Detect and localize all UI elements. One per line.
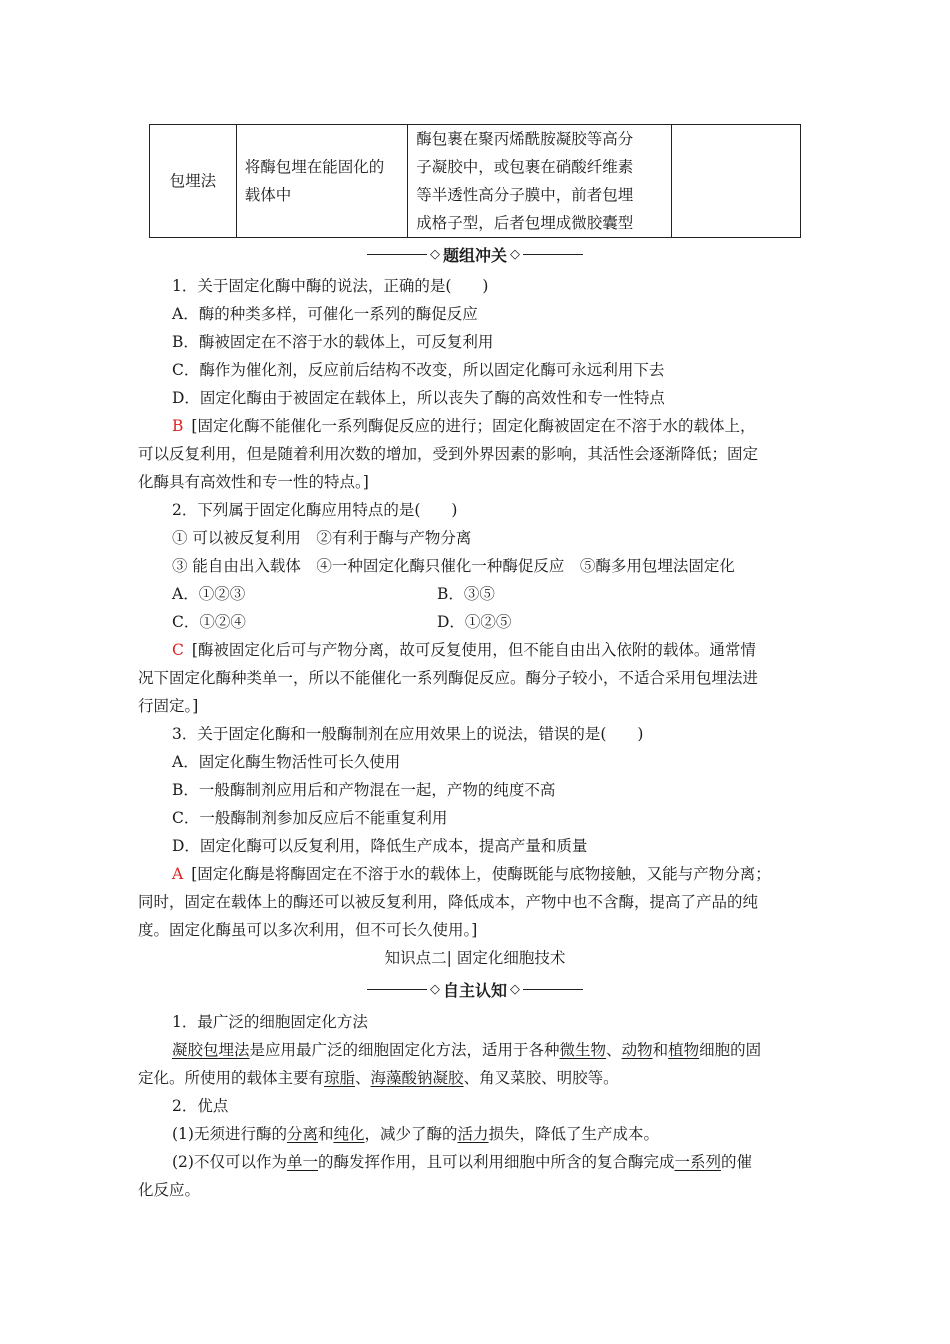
question-1-explanation-line: 可以反复利用，但是随着利用次数的增加，受到外界因素的影响，其活性会逐渐降低；固定 [138, 445, 759, 463]
question-1-explanation: B [固定化酶不能催化一系列酶促反应的进行；固定化酶被固定在不溶于水的载体上， [172, 417, 756, 435]
diamond-icon: ◇ [429, 246, 440, 262]
question-1-option-a: A．酶的种类多样，可催化一系列的酶促反应 [172, 305, 478, 323]
banner-rule [367, 254, 427, 255]
point-2-item-2-line: 化反应。 [138, 1181, 201, 1199]
method-name-cell: 包埋法 [150, 125, 237, 238]
banner-rule [367, 989, 427, 990]
question-2-items: ③ 能自由出入载体 ④一种固定化酶只催化一种酶促反应 ⑤酶多用包埋法固定化 [172, 557, 735, 575]
question-2-options-row [172, 580, 818, 608]
answer-letter: C [172, 641, 184, 659]
point-2-heading: 2．优点 [172, 1097, 229, 1115]
method-principle-cell: 将酶包埋在能固化的 载体中 [236, 125, 407, 238]
section-banner-practice [0, 242, 950, 266]
question-2-option-d: D．①②⑤ [437, 613, 512, 631]
diamond-icon: ◇ [510, 981, 520, 997]
banner-rule [523, 254, 583, 255]
question-2-stem: 2．下列属于固定化酶应用特点的是( ) [172, 501, 458, 519]
point-1-text: 凝胶包埋法是应用最广泛的细胞固定化方法，适用于各种微生物、动物和植物细胞的固 [172, 1041, 762, 1059]
question-1-option-c: C．酶作为催化剂，反应前后结构不改变，所以固定化酶可永远利用下去 [172, 361, 665, 379]
answer-letter: A [172, 865, 184, 883]
question-2-options-row [172, 608, 818, 636]
banner-title: 题组冲关 [442, 245, 507, 265]
section-banner-self-study [0, 977, 950, 1001]
question-3-stem: 3．关于固定化酶和一般酶制剂在应用效果上的说法，错误的是( ) [172, 725, 644, 743]
diamond-icon: ◇ [429, 981, 440, 997]
question-2-items: ① 可以被反复利用 ②有利于酶与产物分离 [172, 529, 472, 547]
question-3-option-d: D．固定化酶可以反复利用，降低生产成本，提高产量和质量 [172, 837, 588, 855]
question-3-option-a: A．固定化酶生物活性可长久使用 [172, 753, 401, 771]
method-note-cell [672, 125, 801, 238]
point-2-item-1: (1)无须进行酶的分离和纯化，减少了酶的活力损失，降低了生产成本。 [172, 1125, 660, 1143]
question-3-explanation-line: 同时，固定在载体上的酶还可以被反复利用，降低成本，产物中也不含酶，提高了产品的纯 [138, 893, 759, 911]
point-1-text-line: 定化。所使用的载体主要有琼脂、海藻酸钠凝胶、角叉菜胶、明胶等。 [138, 1069, 619, 1087]
question-2-option-b: B．③⑤ [437, 585, 495, 603]
question-2-explanation-line: 况下固定化酶种类单一，所以不能催化一系列酶促反应。酶分子较小，不适合采用包埋法进 [138, 669, 759, 687]
table-row [150, 125, 801, 238]
point-1-heading: 1．最广泛的细胞固定化方法 [172, 1013, 368, 1031]
question-2-explanation-line: 行固定。] [138, 697, 199, 715]
answer-letter: B [172, 417, 184, 435]
question-2-explanation: C [酶被固定化后可与产物分离，故可反复使用，但不能自由出入依附的载体。通常情 [172, 641, 756, 659]
question-1-option-b: B．酶被固定在不溶于水的载体上，可反复利用 [172, 333, 494, 351]
question-1-stem: 1．关于固定化酶中酶的说法，正确的是( ) [172, 277, 489, 295]
banner-title: 自主认知 [442, 980, 507, 1000]
question-1-explanation-line: 化酶具有高效性和专一性的特点。] [138, 473, 369, 491]
question-3-option-c: C．一般酶制剂参加反应后不能重复利用 [172, 809, 448, 827]
method-description-cell: 酶包裹在聚丙烯酰胺凝胶等高分 子凝胶中，或包裹在硝酸纤维素 等半透性高分子膜中，前者包埋 成格子型，后者包埋成微胶囊型 [408, 125, 672, 238]
question-3-explanation: A [固定化酶是将酶固定在不溶于水的载体上，使酶既能与底物接触，又能与产物分离； [172, 865, 771, 883]
question-2-option-a: A．①②③ [172, 585, 246, 603]
immobilization-method-table [149, 124, 801, 238]
section-title: 知识点二| 固定化细胞技术 [384, 949, 566, 967]
banner-rule [523, 989, 583, 990]
point-2-item-2: (2)不仅可以作为单一的酶发挥作用，且可以利用细胞中所含的复合酶完成一系列的催 [172, 1153, 753, 1171]
question-3-explanation-line: 度。固定化酶虽可以多次利用，但不可长久使用。] [138, 921, 478, 939]
question-3-option-b: B．一般酶制剂应用后和产物混在一起，产物的纯度不高 [172, 781, 556, 799]
question-2-option-c: C．①②④ [172, 613, 246, 631]
diamond-icon: ◇ [510, 246, 520, 262]
question-1-option-d: D．固定化酶由于被固定在载体上，所以丧失了酶的高效性和专一性特点 [172, 389, 665, 407]
